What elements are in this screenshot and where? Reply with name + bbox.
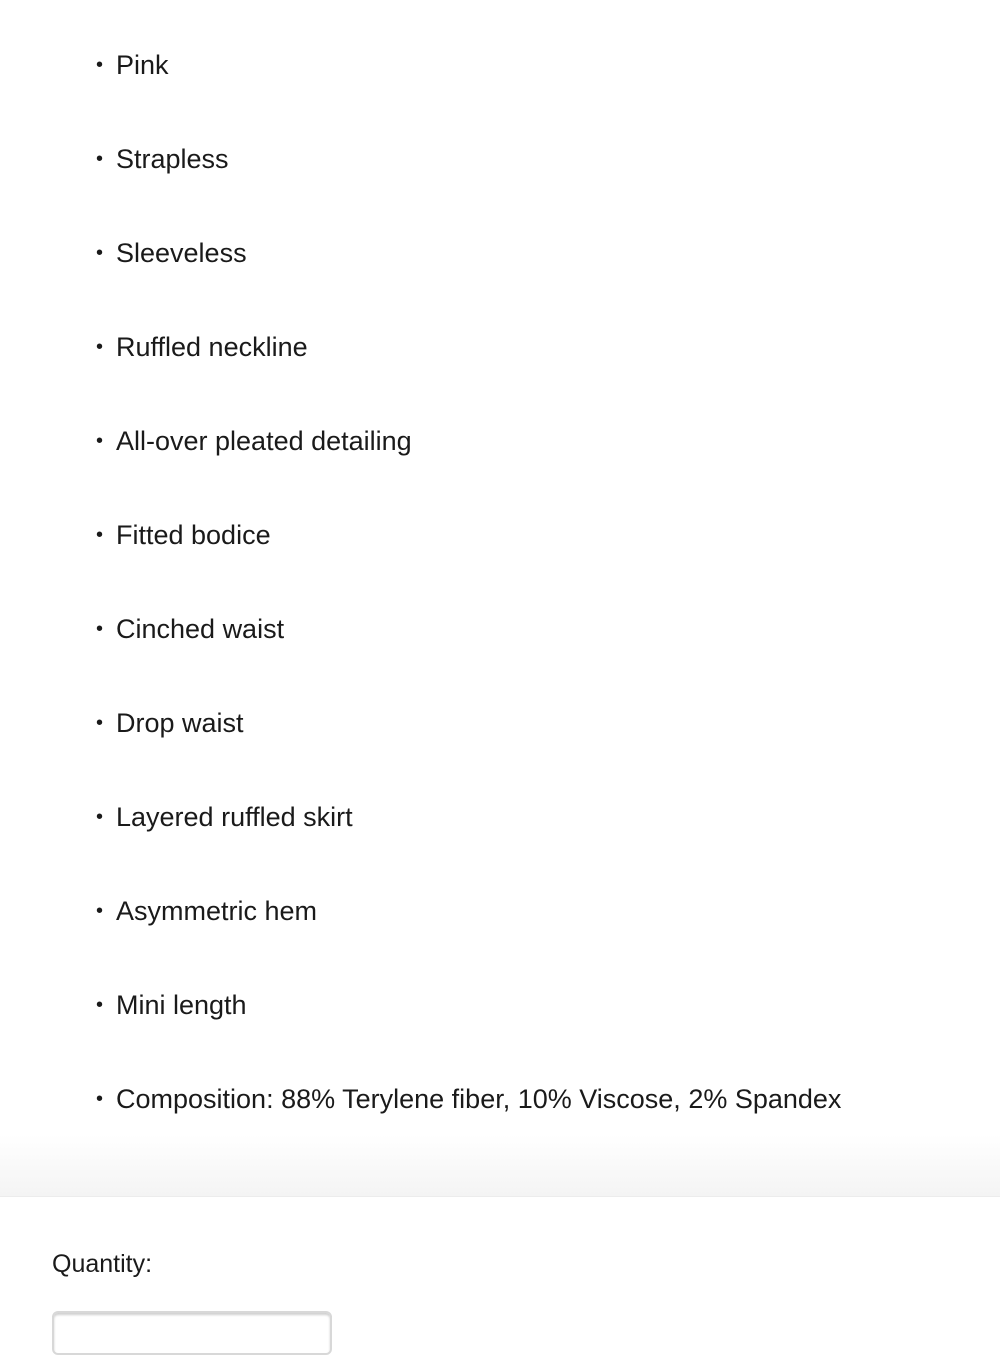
feature-text: Ruffled neckline [116,332,308,362]
feature-text: Asymmetric hem [116,896,318,926]
feature-text: Layered ruffled skirt [116,802,353,832]
bullet-icon: • [96,242,104,264]
feature-item-asymmetric-hem [96,891,317,931]
bullet-icon: • [96,1088,104,1110]
feature-item-pleated-detailing [96,421,412,461]
bullet-icon: • [96,54,104,76]
feature-text: Mini length [116,990,247,1020]
quantity-input[interactable] [52,1311,332,1355]
feature-text: Strapless [116,144,229,174]
bullet-icon: • [96,712,104,734]
feature-text: Drop waist [116,708,244,738]
feature-item-ruffled-neckline [96,327,308,367]
feature-item-fitted-bodice [96,515,271,555]
bullet-icon: • [96,618,104,640]
feature-text: Composition: 88% Terylene fiber, 10% Viscose, 2% Spandex [116,1084,842,1114]
bullet-icon: • [96,336,104,358]
bullet-icon: • [96,994,104,1016]
bullet-icon: • [96,148,104,170]
feature-text: Sleeveless [116,238,247,268]
feature-text: Pink [116,50,169,80]
feature-text: Fitted bodice [116,520,271,550]
feature-item-composition [96,1079,841,1119]
feature-item-cinched-waist [96,609,284,649]
feature-item-drop-waist [96,703,244,743]
bullet-icon: • [96,430,104,452]
feature-text: All-over pleated detailing [116,426,412,456]
feature-item-sleeveless [96,233,247,273]
feature-item-mini-length [96,985,247,1025]
bullet-icon: • [96,900,104,922]
section-divider [0,1196,1000,1197]
feature-item-layered-skirt [96,797,353,837]
feature-item-pink [96,45,169,85]
bullet-icon: • [96,806,104,828]
bullet-icon: • [96,524,104,546]
feature-text: Cinched waist [116,614,285,644]
feature-item-strapless [96,139,229,179]
quantity-label: Quantity: [52,1250,153,1278]
